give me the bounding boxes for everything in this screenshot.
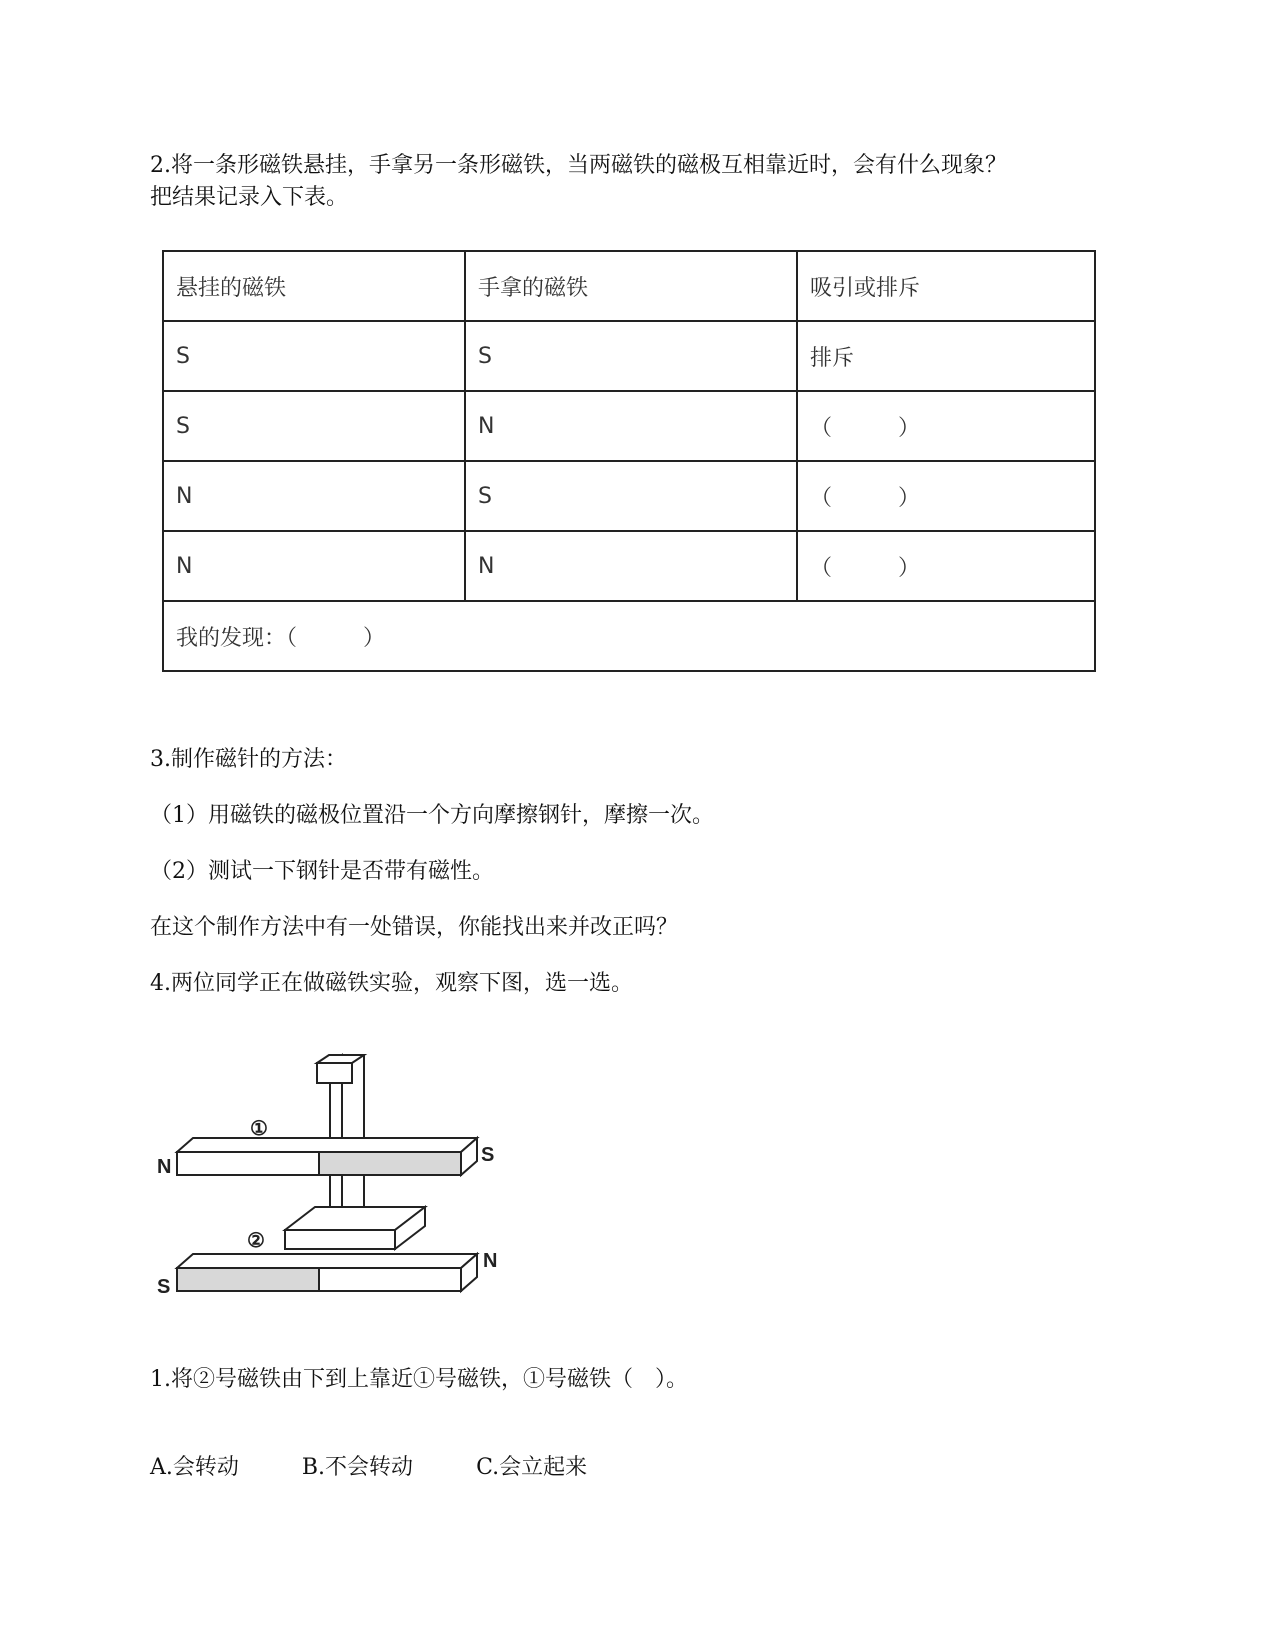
stand-base-front xyxy=(285,1230,395,1249)
magnet1-right-pole: S xyxy=(481,1144,495,1166)
magnet1-left-pole: N xyxy=(157,1156,172,1178)
sub1-options xyxy=(150,1452,643,1484)
table-row xyxy=(163,321,1095,391)
table-row xyxy=(163,391,1095,461)
cell-handheld: S xyxy=(465,321,797,391)
cell-hanging: S xyxy=(163,321,465,391)
cell-handheld: N xyxy=(465,391,797,461)
magnet2-south-half xyxy=(177,1268,319,1291)
finding-cell[interactable]: 我的发现：（ ） xyxy=(163,601,1095,671)
table-row xyxy=(163,531,1095,601)
q2-text-line1: 2.将一条形磁铁悬挂，手拿另一条形磁铁，当两磁铁的磁极互相靠近时，会有什么现象？ xyxy=(150,153,1007,178)
header-hanging-magnet: 悬挂的磁铁 xyxy=(163,251,465,321)
magnet2-left-pole: S xyxy=(157,1276,171,1298)
q4-title: 4.两位同学正在做磁铁实验，观察下图，选一选。 xyxy=(150,971,633,996)
cell-handheld: S xyxy=(465,461,797,531)
cell-result-blank[interactable]: （ ） xyxy=(797,531,1095,601)
q3-question: 在这个制作方法中有一处错误，你能找出来并改正吗？ xyxy=(150,915,679,940)
header-attract-or-repel: 吸引或排斥 xyxy=(797,251,1095,321)
cell-handheld: N xyxy=(465,531,797,601)
q3-title: 3.制作磁针的方法： xyxy=(150,747,347,772)
magnet1-north-half xyxy=(177,1152,319,1175)
table-header-row xyxy=(163,251,1095,321)
magnet1-top xyxy=(177,1138,477,1152)
cell-hanging: N xyxy=(163,461,465,531)
magnet-experiment-figure xyxy=(155,1035,525,1315)
cell-result: 排斥 xyxy=(797,321,1095,391)
sub1-question: 1.将②号磁铁由下到上靠近①号磁铁，①号磁铁（ ）。 xyxy=(150,1367,688,1392)
cell-hanging: S xyxy=(163,391,465,461)
q2-text-line2: 把结果记录入下表。 xyxy=(150,185,349,210)
option-a[interactable]: A.会转动 xyxy=(150,1455,239,1480)
magnet-record-table xyxy=(162,250,1096,672)
table-row xyxy=(163,461,1095,531)
option-b[interactable]: B.不会转动 xyxy=(301,1455,414,1480)
header-handheld-magnet: 手拿的磁铁 xyxy=(465,251,797,321)
cell-hanging: N xyxy=(163,531,465,601)
magnet2-north-half xyxy=(319,1268,461,1291)
magnet1-south-half xyxy=(319,1152,461,1175)
magnet2-label: ② xyxy=(247,1230,265,1252)
q3-step2: （2）测试一下钢针是否带有磁性。 xyxy=(150,859,494,884)
table-finding-row xyxy=(163,601,1095,671)
cell-result-blank[interactable]: （ ） xyxy=(797,461,1095,531)
q3-step1: （1）用磁铁的磁极位置沿一个方向摩擦钢针，摩擦一次。 xyxy=(150,803,714,828)
option-c[interactable]: C.会立起来 xyxy=(476,1455,588,1480)
cell-result-blank[interactable]: （ ） xyxy=(797,391,1095,461)
magnet-diagram xyxy=(155,1035,525,1315)
stand-arm-front xyxy=(317,1063,352,1083)
magnet2-right-pole: N xyxy=(483,1250,498,1272)
magnet1-label: ① xyxy=(250,1118,268,1140)
magnet2-top xyxy=(177,1254,477,1268)
